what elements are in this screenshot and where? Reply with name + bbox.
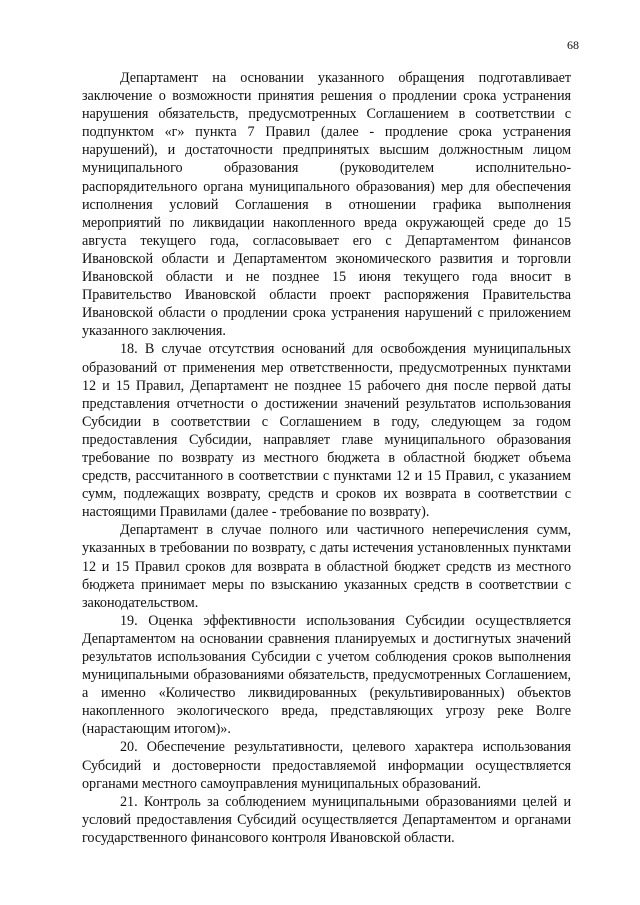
paragraph-refund-recovery: Департамент в случае полного или частичного неперечисления сумм, указанных в требовании по возврату, с даты истечения установленных пунктами 12 и 15 Правил сроков для возврата в областной бюджет средств из местного бюджета принимает меры по взысканию указанных средств в соответствии с законодательством. — [82, 522, 571, 611]
document-body — [82, 69, 571, 847]
paragraph-department-conclusion: Департамент на основании указанного обращения подготавливает заключение о возможности принятия решения о продлении срока устранения нарушения обязательств, предусмотренных Соглашением в соответствии с подпунктом «г» пункта 7 Правил (далее - продление срока устранения нарушений), и достаточности предпринятых высшим должностным лицом муниципального образования (руководителем исполнительно-распорядительного органа муниципального образования) мер для обеспечения исполнения условий Соглашения в отношении графика выполнения мероприятий по ликвидации накопленного вреда окружающей среде до 15 августа текущего года, согласовывает его с Департаментом финансов Ивановской области и Департаментом экономического развития и торговли Ивановской области и не позднее 15 июня текущего года вносит в Правительство Ивановской области проект распоряжения Правительства Ивановской области о продлении срока устранения нарушений с приложением указанного заключения. — [82, 70, 571, 340]
paragraph-item-18: 18. В случае отсутствия оснований для освобождения муниципальных образований от применения мер ответственности, предусмотренных пунктами 12 и 15 Правил, Департамент не позднее 15 рабочего дня после первой даты представления отчетности о достижении значений результатов использования Субсидии в соответствии с Соглашением в году, следующем за годом предоставления Субсидии, направляет главе муниципального образования требование по возврату из местного бюджета в областной бюджет объема средств, рассчитанного в соответствии с пунктами 12 и 15 Правил, с указанием сумм, подлежащих возврату, средств и сроков их возврата в соответствии с настоящими Правилами (далее - требование по возврату). — [82, 341, 571, 521]
paragraph-item-19: 19. Оценка эффективности использования Субсидии осуществляется Департаментом на основании сравнения планируемых и достигнутых значений результатов использования Субсидии с учетом соблюдения сроков выполнения муниципальными образованиями обязательств, предусмотренных Соглашением, а именно «Количество ликвидированных (рекультивированных) объектов накопленного экологического вреда, представляющих угрозу реке Волге (нарастающим итогом)». — [82, 612, 571, 738]
paragraph-item-20: 20. Обеспечение результативности, целевого характера использования Субсидий и достоверности предоставляемой информации осуществляется органами местного самоуправления муниципальных образований. — [82, 739, 571, 792]
page-number: 68 — [567, 38, 579, 52]
paragraph-item-21: 21. Контроль за соблюдением муниципальными образованиями целей и условий предоставления Субсидий осуществляется Департаментом и органами государственного финансового контроля Ивановской области. — [82, 793, 571, 846]
